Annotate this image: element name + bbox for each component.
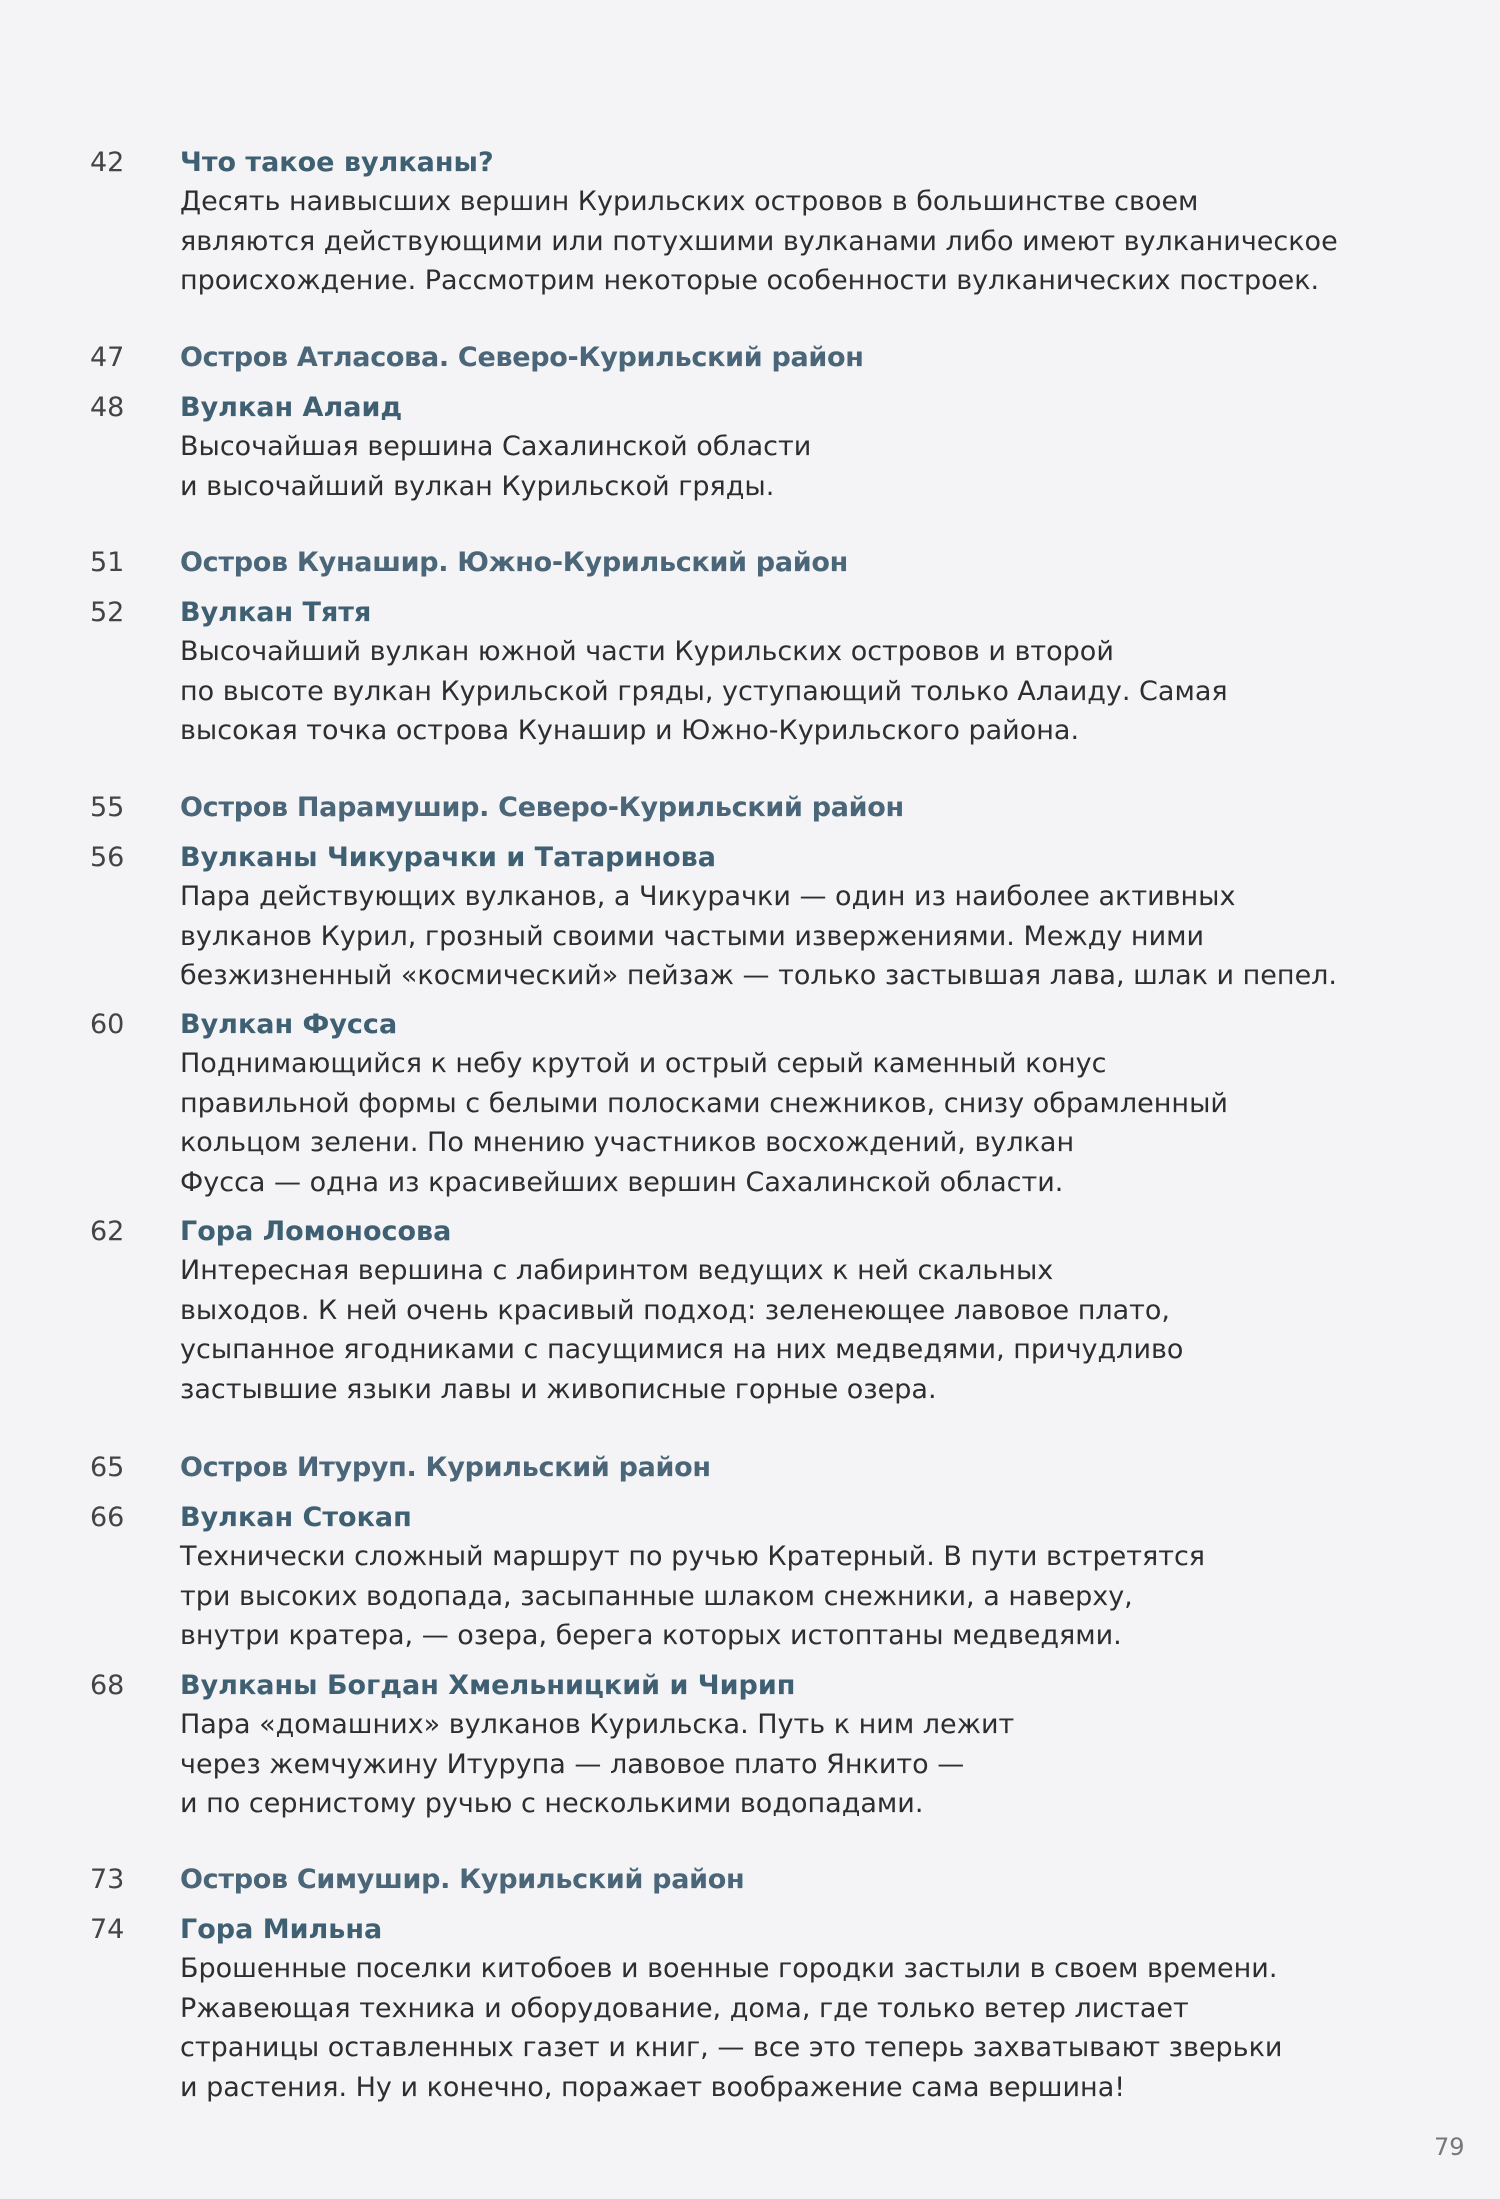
entry-description bbox=[180, 1251, 1420, 1409]
entry-page-number: 52 bbox=[90, 597, 125, 628]
entry-page-number: 55 bbox=[90, 792, 125, 823]
description-line: внутри кратера, — озера, берега которых истоптаны медведями. bbox=[180, 1620, 1122, 1651]
entry-title: Вулканы Богдан Хмельницкий и Чирип bbox=[180, 1670, 796, 1701]
entry-content bbox=[180, 1910, 1420, 2107]
description-line: страницы оставленных газет и книг, — все это теперь захватывают зверьки bbox=[180, 2032, 1283, 2063]
description-line: Пара «домашних» вулканов Курильска. Путь к ним лежит bbox=[180, 1709, 1015, 1740]
entry-content bbox=[180, 838, 1420, 996]
section-title: Остров Симушир. Курильский район bbox=[180, 1864, 745, 1895]
entry-title: Вулканы Чикурачки и Татаринова bbox=[180, 842, 716, 873]
entry-content bbox=[180, 1498, 1420, 1656]
entry-description bbox=[180, 1537, 1420, 1656]
entry-description bbox=[180, 1705, 1420, 1824]
entry-content bbox=[180, 1666, 1420, 1824]
description-line: правильной формы с белыми полосками снежников, снизу обрамленный bbox=[180, 1087, 1228, 1119]
description-line: по высоте вулкан Курильской гряды, уступающий только Алаиду. Самая bbox=[180, 675, 1228, 707]
entry-page-number: 62 bbox=[90, 1216, 125, 1247]
description-line: Технически сложный маршрут по ручью Кратерный. В пути встретятся bbox=[180, 1541, 1206, 1572]
entry-content bbox=[180, 143, 1420, 301]
section-title: Остров Парамушир. Северо-Курильский район bbox=[180, 792, 904, 823]
entry-content bbox=[180, 388, 1420, 506]
section-title: Остров Итуруп. Курильский район bbox=[180, 1452, 711, 1483]
description-line: и растения. Ну и конечно, поражает воображение сама вершина! bbox=[180, 2071, 1126, 2103]
entry-title: Вулкан Стокап bbox=[180, 1502, 412, 1533]
entry-title: Вулкан Тятя bbox=[180, 597, 372, 628]
description-line: застывшие языки лавы и живописные горные озера. bbox=[180, 1373, 937, 1405]
entry-page-number: 60 bbox=[90, 1009, 125, 1040]
entry-title: Гора Ломоносова bbox=[180, 1216, 452, 1247]
description-line: Ржавеющая техника и оборудование, дома, где только ветер листает bbox=[180, 1992, 1189, 2024]
entry-description bbox=[180, 182, 1420, 301]
entry-page-number: 73 bbox=[90, 1864, 125, 1895]
description-line: Высочайшая вершина Сахалинской области bbox=[180, 431, 812, 462]
entry-page-number: 51 bbox=[90, 547, 125, 578]
entry-page-number: 48 bbox=[90, 392, 125, 423]
entry-content bbox=[180, 1212, 1420, 1409]
description-line: и высочайший вулкан Курильской гряды. bbox=[180, 470, 775, 502]
entry-page-number: 66 bbox=[90, 1502, 125, 1533]
entry-content bbox=[180, 1005, 1420, 1202]
entry-page-number: 65 bbox=[90, 1452, 125, 1483]
entry-description bbox=[180, 1949, 1420, 2107]
page-number: 79 bbox=[1434, 2133, 1465, 2161]
section-title: Остров Атласова. Северо-Курильский район bbox=[180, 342, 864, 373]
entry-description bbox=[180, 1044, 1420, 1202]
entry-content bbox=[180, 593, 1420, 751]
entry-page-number: 74 bbox=[90, 1914, 125, 1945]
entry-page-number: 42 bbox=[90, 147, 125, 178]
entry-description bbox=[180, 427, 1420, 506]
entry-content bbox=[180, 1860, 1420, 1899]
entry-title: Что такое вулканы? bbox=[180, 147, 494, 178]
description-line: три высоких водопада, засыпанные шлаком снежники, а наверху, bbox=[180, 1580, 1133, 1612]
description-line: вулканов Курил, грозный своими частыми извержениями. Между ними bbox=[180, 920, 1205, 952]
description-line: через жемчужину Итурупа — лавовое плато Янкито — bbox=[180, 1748, 965, 1780]
entry-page-number: 68 bbox=[90, 1670, 125, 1701]
entry-content bbox=[180, 338, 1420, 377]
description-line: Пара действующих вулканов, а Чикурачки — один из наиболее активных bbox=[180, 881, 1236, 912]
description-line: усыпанное ягодниками с пасущимися на них медведями, причудливо bbox=[180, 1334, 1184, 1365]
description-line: Десять наивысших вершин Курильских островов в большинстве своем bbox=[180, 186, 1199, 217]
description-line: происхождение. Рассмотрим некоторые особенности вулканических построек. bbox=[180, 265, 1320, 296]
entry-content bbox=[180, 543, 1420, 582]
description-line: Высочайший вулкан южной части Курильских островов и второй bbox=[180, 636, 1114, 667]
description-line: и по сернистому ручью с несколькими водопадами. bbox=[180, 1788, 924, 1819]
entry-description bbox=[180, 632, 1420, 751]
section-title: Остров Кунашир. Южно-Курильский район bbox=[180, 547, 848, 578]
description-line: кольцом зелени. По мнению участников восхождений, вулкан bbox=[180, 1127, 1075, 1158]
entry-page-number: 56 bbox=[90, 842, 125, 873]
entry-content bbox=[180, 1448, 1420, 1487]
description-line: безжизненный «космический» пейзаж — только застывшая лава, шлак и пепел. bbox=[180, 960, 1338, 991]
description-line: выходов. К ней очень красивый подход: зеленеющее лавовое плато, bbox=[180, 1294, 1171, 1326]
description-line: Интересная вершина с лабиринтом ведущих к ней скальных bbox=[180, 1255, 1054, 1286]
entry-content bbox=[180, 788, 1420, 827]
description-line: Брошенные поселки китобоев и военные городки застыли в своем времени. bbox=[180, 1953, 1278, 1984]
description-line: Поднимающийся к небу крутой и острый серый каменный конус bbox=[180, 1048, 1107, 1079]
description-line: Фусса — одна из красивейших вершин Сахалинской области. bbox=[180, 1166, 1064, 1198]
entry-title: Гора Мильна bbox=[180, 1914, 383, 1945]
description-line: высокая точка острова Кунашир и Южно-Курильского района. bbox=[180, 715, 1080, 746]
description-line: являются действующими или потухшими вулканами либо имеют вулканическое bbox=[180, 225, 1338, 257]
entry-title: Вулкан Фусса bbox=[180, 1009, 398, 1040]
entry-description bbox=[180, 877, 1420, 996]
entry-title: Вулкан Алаид bbox=[180, 392, 403, 423]
entry-page-number: 47 bbox=[90, 342, 125, 373]
